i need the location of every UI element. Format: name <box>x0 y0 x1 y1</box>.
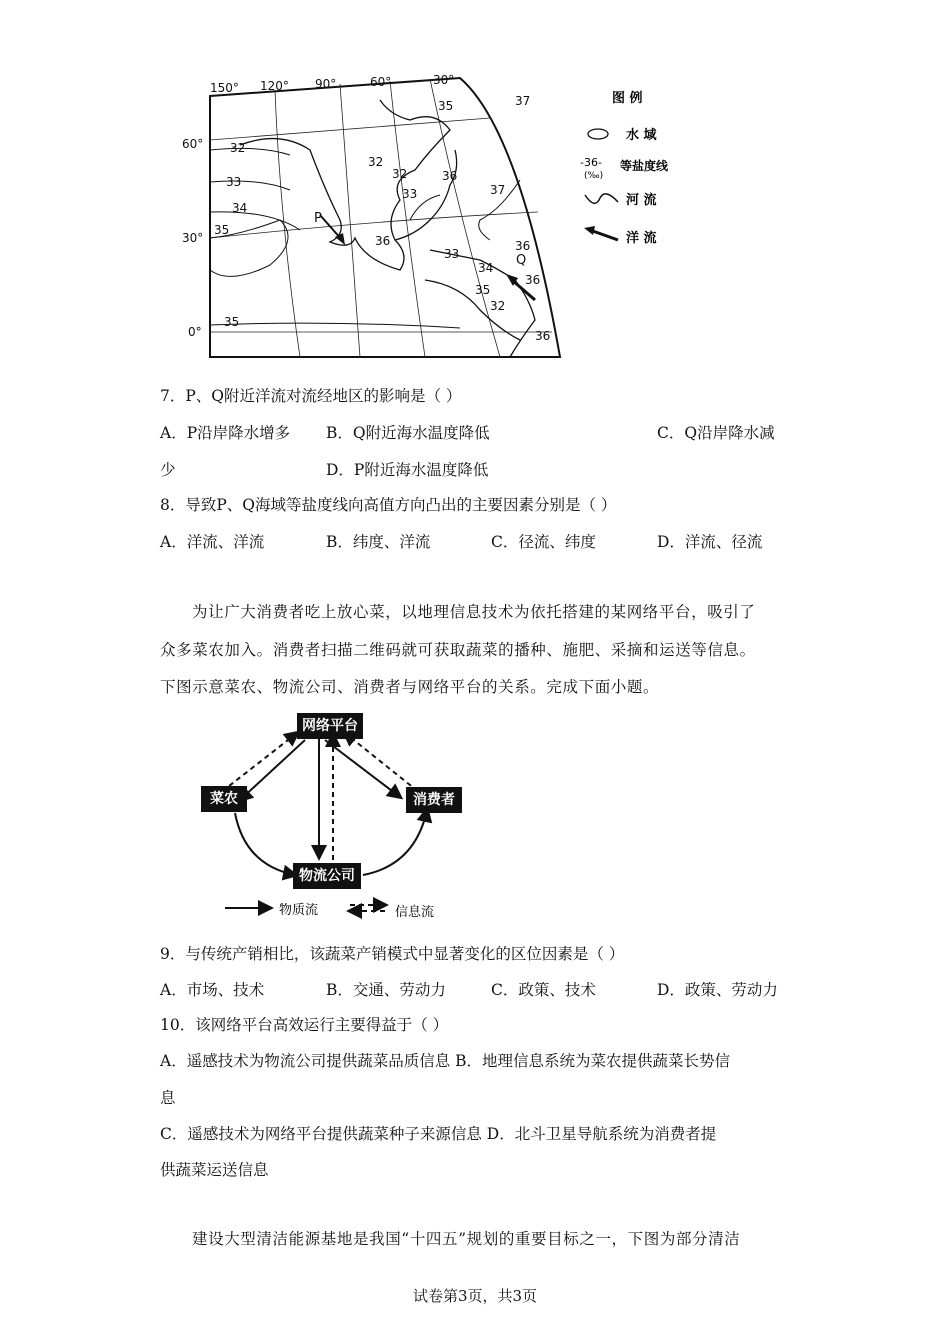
page-footer: 试卷第3页，共3页 <box>412 1287 538 1305</box>
isoline-label: 33 <box>226 175 242 189</box>
water-icon <box>588 129 608 139</box>
current-arrows <box>320 215 535 300</box>
q7-option-c-cont: 少 <box>160 461 176 479</box>
node-consumer: 消费者 <box>406 787 462 813</box>
q8-option-a: A．洋流、洋流 <box>160 533 265 551</box>
legend-river: 河 流 <box>626 193 657 208</box>
isoline-label: 33 <box>444 247 460 261</box>
isoline-label: 34 <box>478 261 494 275</box>
q8-stem: 8．导致P、Q海域等盐度线向高值方向凸出的主要因素分别是（ ） <box>160 496 617 514</box>
node-platform: 网络平台 <box>297 713 363 739</box>
q7-option-a: A．P沿岸降水增多 <box>160 424 291 442</box>
q8-option-b: B．纬度、洋流 <box>326 533 431 551</box>
lon-label: 120° <box>260 79 289 93</box>
salinity-map <box>180 70 700 365</box>
isoline-label: 35 <box>214 223 230 237</box>
legend-material-label: 物质流 <box>279 903 319 918</box>
isoline-label: 37 <box>515 94 531 108</box>
isoline-label: 32 <box>230 141 246 155</box>
isoline-label: 36 <box>515 239 531 253</box>
isoline-label: 33 <box>402 187 418 201</box>
node-farmer: 菜农 <box>201 786 247 812</box>
isoline-label: 35 <box>224 315 240 329</box>
legend-info-label: 信息流 <box>395 905 435 920</box>
q10-options-ab: A．遥感技术为物流公司提供蔬菜品质信息 B．地理信息系统为菜农提供蔬菜长势信 <box>160 1052 731 1070</box>
current-icon <box>590 230 618 240</box>
q9-stem: 9．与传统产销相比，该蔬菜产销模式中显著变化的区位因素是（ ） <box>160 945 625 963</box>
lon-label: 150° <box>210 81 239 95</box>
passage3-line1: 建设大型清洁能源基地是我国“十四五”规划的重要目标之一，下图为部分清洁 <box>192 1230 741 1248</box>
lon-label: 30° <box>433 73 455 87</box>
isoline-label: 35 <box>475 283 491 297</box>
q7-stem: 7．P、Q附近洋流对流经地区的影响是（ ） <box>160 387 462 405</box>
node-logistics: 物流公司 <box>293 863 361 889</box>
isoline-label: 32 <box>392 167 408 181</box>
map-legend <box>580 90 669 246</box>
lon-label: 90° <box>315 77 337 91</box>
isoline-label: 37 <box>490 183 506 197</box>
point-p-label: P <box>314 211 322 226</box>
legend-water: 水 域 <box>626 128 657 143</box>
q7-option-d: D．P附近海水温度降低 <box>326 461 489 479</box>
isoline-label: 36 <box>525 273 541 287</box>
q8-option-d: D．洋流、径流 <box>657 533 763 551</box>
legend-title: 图 例 <box>612 91 643 106</box>
passage2-line1: 为让广大消费者吃上放心菜，以地理信息技术为依托搭建的某网络平台，吸引了 <box>192 603 756 621</box>
q8-option-c: C．径流、纬度 <box>491 533 596 551</box>
q10-options-ab-cont: 息 <box>160 1089 176 1107</box>
q9-option-c: C．政策、技术 <box>491 981 596 999</box>
lon-label: 60° <box>370 75 392 89</box>
legend-isoline-unit: (‰) <box>584 171 604 181</box>
flow-farmer-logistics <box>235 813 295 875</box>
passage2-line3: 下图示意菜农、物流公司、消费者与网络平台的关系。完成下面小题。 <box>160 678 660 696</box>
map-frame <box>210 78 560 357</box>
legend-current: 洋 流 <box>626 231 657 246</box>
isoline-label: 32 <box>368 155 384 169</box>
lat-label: 30° <box>182 231 204 245</box>
q7-option-c: C．Q沿岸降水减 <box>657 424 775 442</box>
q10-options-cd-cont: 供蔬菜运送信息 <box>160 1161 269 1179</box>
isoline-label: 32 <box>490 299 506 313</box>
lat-label: 0° <box>188 325 202 339</box>
q9-option-a: A．市场、技术 <box>160 981 265 999</box>
lat-label: 60° <box>182 137 204 151</box>
isoline-label: 34 <box>232 201 248 215</box>
flow-logistics-consumer <box>363 810 427 875</box>
river-icon <box>585 194 618 203</box>
q9-option-b: B．交通、劳动力 <box>326 981 446 999</box>
isoline-label: 36 <box>535 329 551 343</box>
passage2-line2: 众多菜农加入。消费者扫描二维码就可获取蔬菜的播种、施肥、采摘和运送等信息。 <box>160 641 756 659</box>
q10-options-cd: C．遥感技术为网络平台提供蔬菜种子来源信息 D．北斗卫星导航系统为消费者提 <box>160 1125 717 1143</box>
legend-isoline-sample: -36- <box>580 156 602 169</box>
isoline-label: 35 <box>438 99 454 113</box>
isoline-label: 36 <box>442 169 458 183</box>
q10-stem: 10．该网络平台高效运行主要得益于（ ） <box>160 1016 449 1034</box>
isoline-label: 36 <box>375 234 391 248</box>
flow-platform-farmer-material <box>240 740 305 800</box>
legend-isoline: 等盐度线 <box>620 159 669 173</box>
q7-option-b: B．Q附近海水温度降低 <box>326 424 490 442</box>
q9-option-d: D．政策、劳动力 <box>657 981 778 999</box>
point-q-label: Q <box>516 253 527 268</box>
